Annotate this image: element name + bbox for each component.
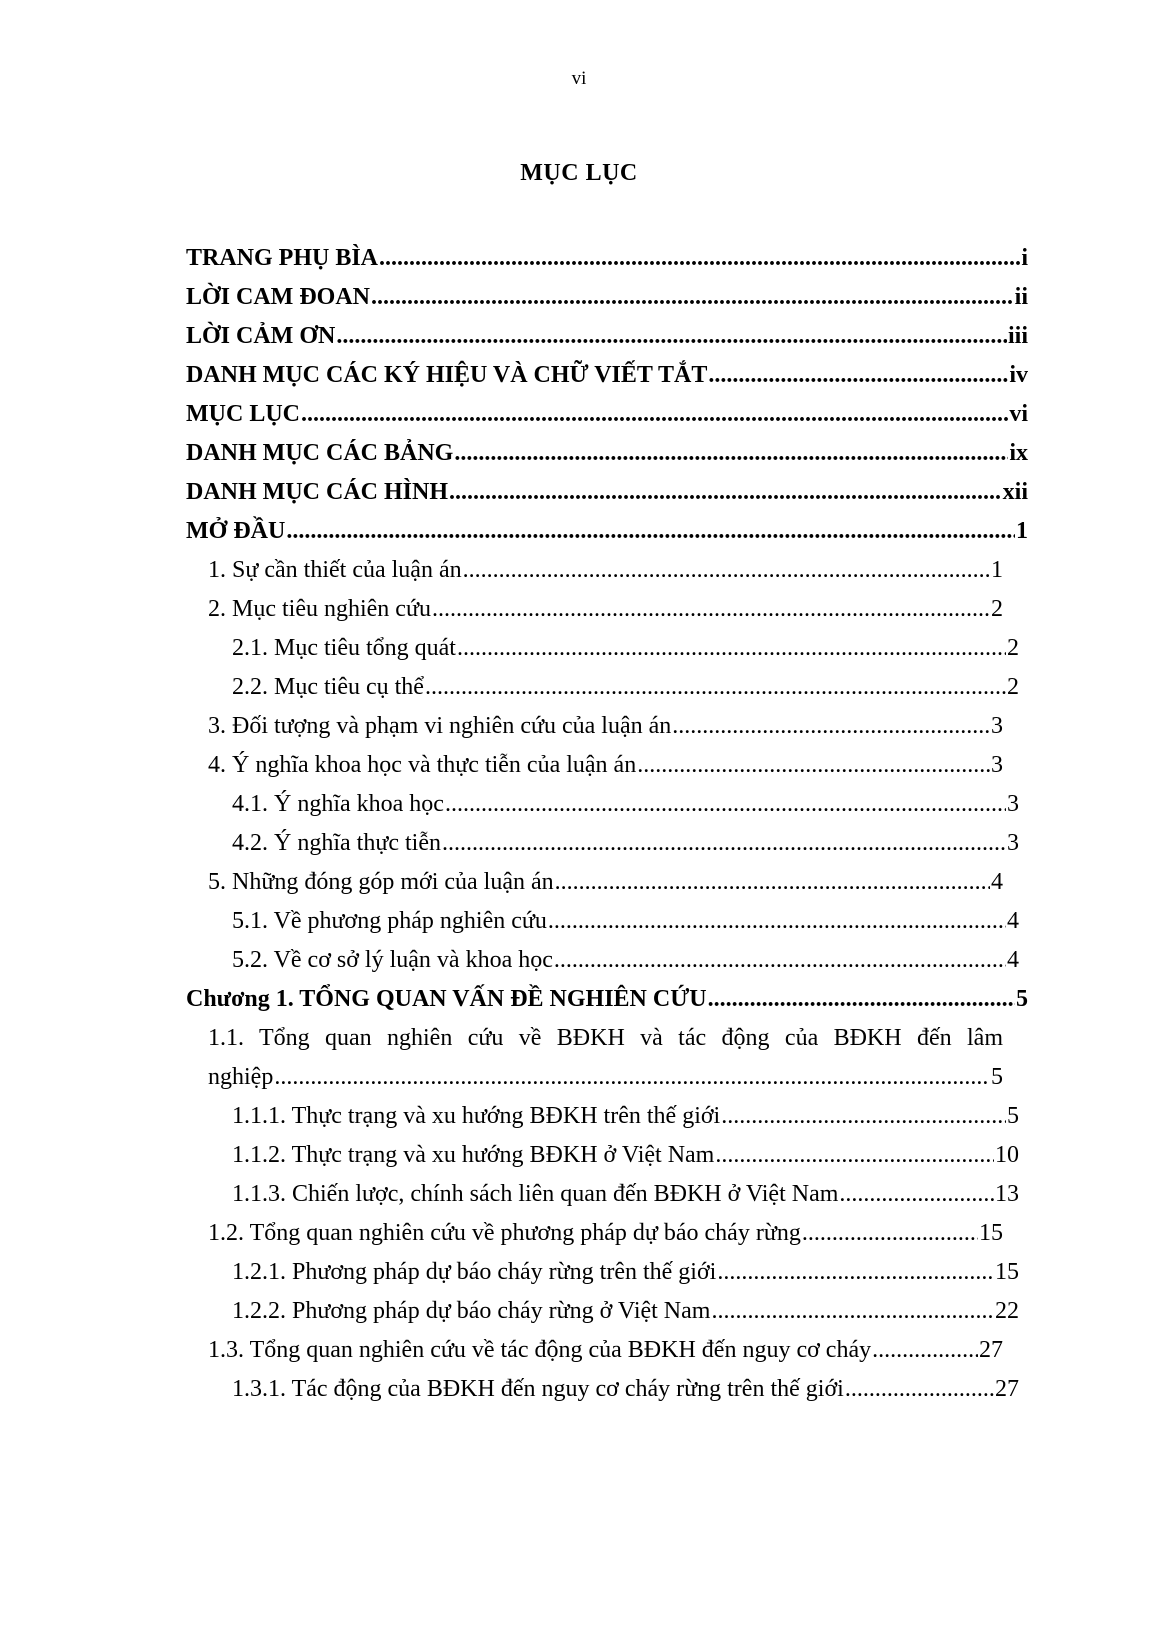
toc-entry-page: 22 (995, 1298, 1019, 1324)
toc-entry-label: Chương 1. TỔNG QUAN VẤN ĐỀ NGHIÊN CỨU (186, 986, 707, 1012)
toc-entry-label: MỤC LỤC (186, 401, 300, 427)
toc-entry-page: 27 (979, 1337, 1003, 1363)
toc-entry-label: 1.1.3. Chiến lược, chính sách liên quan đến BĐKH ở Việt Nam (232, 1181, 839, 1207)
toc-entry-chapter[interactable] (186, 979, 1028, 1019)
toc-entry-page: 15 (995, 1259, 1019, 1285)
toc-entry[interactable] (208, 1330, 1003, 1370)
toc-entry-label: LỜI CAM ĐOAN (186, 284, 370, 310)
toc-entry[interactable] (232, 628, 1019, 668)
toc-entry-page: 1 (991, 557, 1003, 583)
toc-entry-page: i (1021, 245, 1028, 271)
toc-entry[interactable] (232, 1174, 1019, 1214)
toc-entry[interactable] (208, 550, 1003, 590)
toc-entry-page: ix (1009, 440, 1028, 466)
toc-entry[interactable] (208, 1057, 1003, 1097)
toc-entry-page: 1 (1016, 518, 1028, 544)
toc-entry-page: 10 (995, 1142, 1019, 1168)
toc-entry[interactable] (232, 940, 1019, 980)
toc-entry-label: DANH MỤC CÁC KÝ HIỆU VÀ CHỮ VIẾT TẮT (186, 362, 708, 388)
toc-entry-label: DANH MỤC CÁC HÌNH (186, 479, 448, 505)
toc-entry-page: 3 (1007, 791, 1019, 817)
toc-entry[interactable] (232, 1135, 1019, 1175)
toc-entry[interactable] (232, 1096, 1019, 1136)
toc-entry-label: LỜI CẢM ƠN (186, 323, 336, 349)
page-number: vi (571, 68, 587, 89)
toc-entry[interactable] (186, 277, 1028, 317)
toc-entry[interactable] (208, 1213, 1003, 1253)
toc-entry-label: 5. Những đóng góp mới của luận án (208, 869, 554, 895)
toc-entry[interactable] (186, 238, 1028, 278)
toc-entry[interactable] (232, 901, 1019, 941)
toc-entry-page: 3 (991, 752, 1003, 778)
toc-entry-page: 3 (991, 713, 1003, 739)
toc-entry[interactable] (208, 589, 1003, 629)
toc-entry-label: 1.2.1. Phương pháp dự báo cháy rừng trên thế giới (232, 1259, 717, 1285)
toc-entry-label: 1.2. Tổng quan nghiên cứu về phương pháp dự báo cháy rừng (208, 1220, 801, 1246)
toc-entry[interactable] (232, 823, 1019, 863)
toc-entry-page: 3 (1007, 830, 1019, 856)
toc-entry-page: iv (1009, 362, 1028, 388)
toc-entry-page: 27 (995, 1376, 1019, 1402)
toc-entry-page: 5 (1007, 1103, 1019, 1129)
toc-entry-label: 1.2.2. Phương pháp dự báo cháy rừng ở Việt Nam (232, 1298, 711, 1324)
toc-entry-label: nghiệp (208, 1064, 274, 1090)
page-title: MỤC LỤC (520, 160, 638, 186)
toc-entry[interactable] (186, 355, 1028, 395)
toc-entry-page: 5 (1016, 986, 1028, 1012)
toc-entry-label: MỞ ĐẦU (186, 518, 286, 544)
toc-entry-page: iii (1007, 323, 1028, 349)
toc-entry[interactable] (232, 667, 1019, 707)
toc-entry-label: 1.3. Tổng quan nghiên cứu về tác động của BĐKH đến nguy cơ cháy (208, 1337, 872, 1363)
toc-entry[interactable] (208, 862, 1003, 902)
toc-entry-page: 2 (1007, 674, 1019, 700)
toc-entry[interactable] (186, 394, 1028, 434)
toc-entry-label: 1.1.2. Thực trạng và xu hướng BĐKH ở Việt Nam (232, 1142, 715, 1168)
toc-entry-page: 15 (979, 1220, 1003, 1246)
toc-entry-page: 13 (995, 1181, 1019, 1207)
toc-entry-page: xii (1002, 479, 1028, 505)
toc-entry[interactable] (186, 511, 1028, 551)
toc-entry[interactable] (186, 316, 1028, 356)
toc-entry[interactable] (186, 433, 1028, 473)
toc-entry-page: 2 (1007, 635, 1019, 661)
toc-entry-label: 4.1. Ý nghĩa khoa học (232, 791, 444, 817)
toc-entry-page: 4 (1007, 947, 1019, 973)
toc-entry[interactable] (232, 1291, 1019, 1331)
toc-entry[interactable] (208, 745, 1003, 785)
toc-entry[interactable] (232, 1252, 1019, 1292)
toc-entry-page: 4 (1007, 908, 1019, 934)
toc-entry-label: 2.1. Mục tiêu tổng quát (232, 635, 456, 661)
toc-entry-label: DANH MỤC CÁC BẢNG (186, 440, 454, 466)
toc-entry-label: 2.2. Mục tiêu cụ thể (232, 674, 424, 700)
toc-entry-page: ii (1014, 284, 1028, 310)
toc-entry[interactable] (232, 784, 1019, 824)
toc-entry-page: vi (1009, 401, 1028, 427)
toc-entry-label: 3. Đối tượng và phạm vi nghiên cứu của luận án (208, 713, 672, 739)
toc-entry-label: 1. Sự cần thiết của luận án (208, 557, 462, 583)
toc-entry-label: 1.3.1. Tác động của BĐKH đến nguy cơ cháy rừng trên thế giới (232, 1376, 844, 1402)
toc-entry[interactable] (186, 472, 1028, 512)
toc-entry-label: 1.1.1. Thực trạng và xu hướng BĐKH trên thế giới (232, 1103, 721, 1129)
toc-entry-label: 5.1. Về phương pháp nghiên cứu (232, 908, 547, 934)
toc-entry-label: TRANG PHỤ BÌA (186, 245, 379, 271)
toc-entry-label: 5.2. Về cơ sở lý luận và khoa học (232, 947, 553, 973)
toc-entry-label: 4. Ý nghĩa khoa học và thực tiễn của luận án (208, 752, 637, 778)
toc-entry-page: 2 (991, 596, 1003, 622)
toc-entry-page: 5 (991, 1064, 1003, 1090)
toc-entry-label: 2. Mục tiêu nghiên cứu (208, 596, 431, 622)
toc-entry-wrapped-line[interactable]: 1.1. Tổng quan nghiên cứu về BĐKH và tác động của BĐKH đến lâm (208, 1025, 1003, 1051)
toc-entry[interactable] (232, 1369, 1019, 1409)
toc-entry-label: 4.2. Ý nghĩa thực tiễn (232, 830, 441, 856)
toc-entry[interactable] (208, 706, 1003, 746)
toc-entry-page: 4 (991, 869, 1003, 895)
